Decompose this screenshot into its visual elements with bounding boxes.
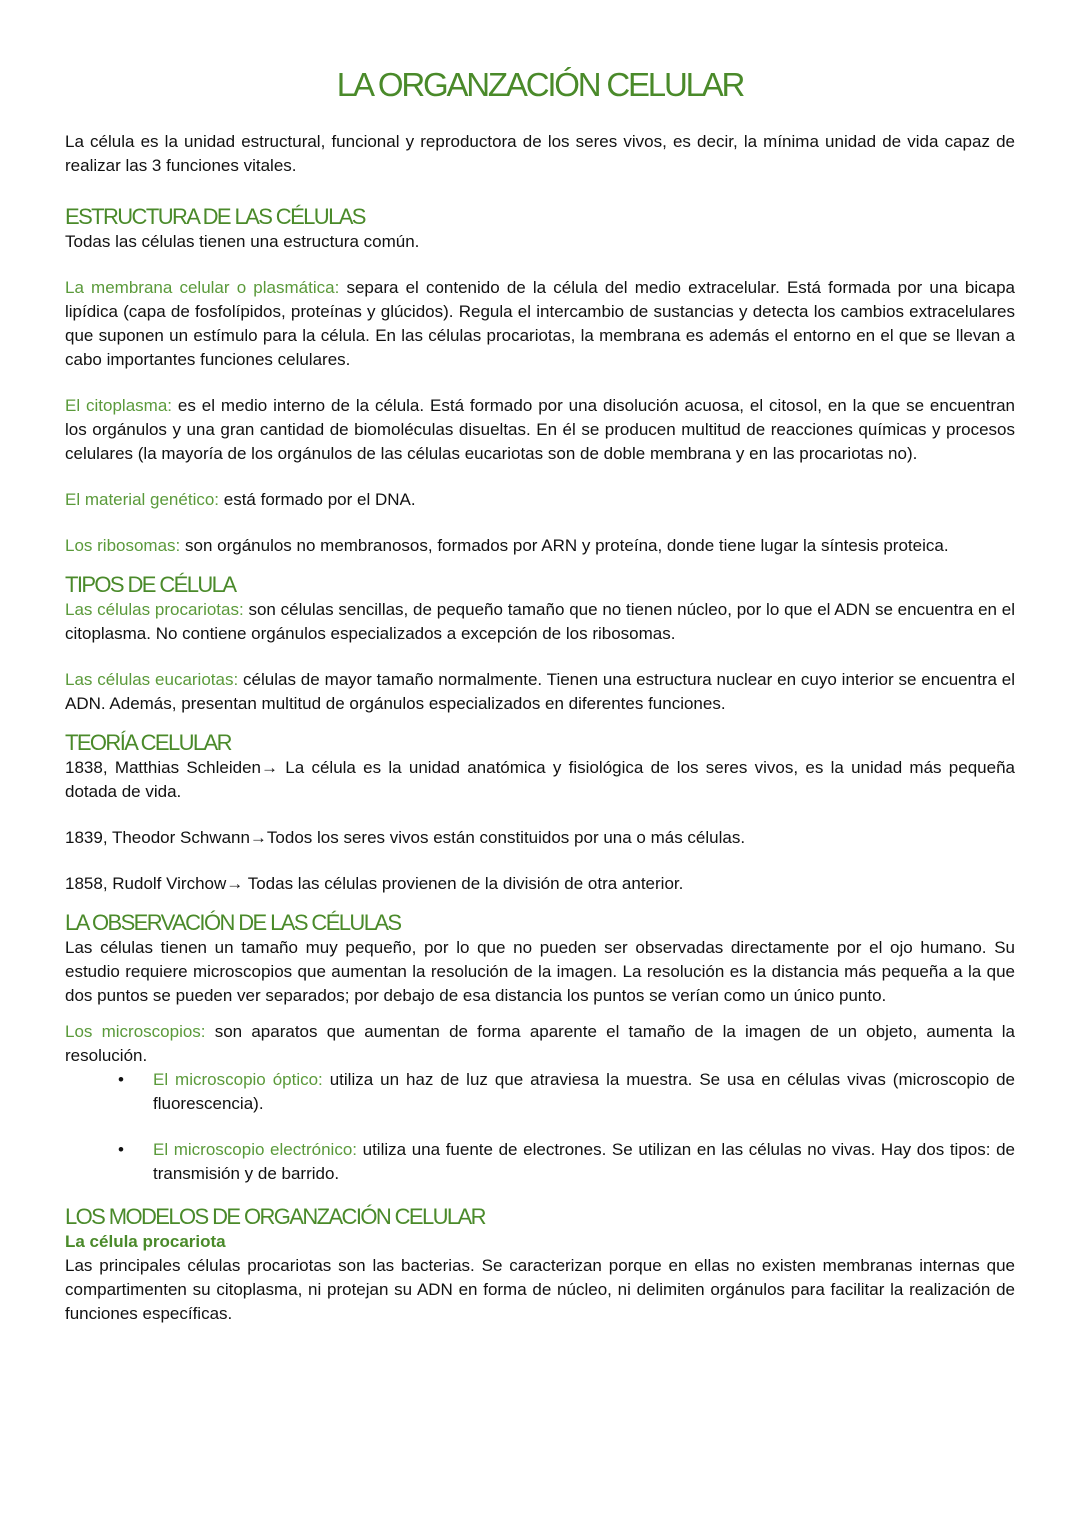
teoria-item: 1839, Theodor Schwann→Todos los seres vivos están constituidos por una o más células. bbox=[65, 828, 746, 847]
text-optico: utiliza un haz de luz que atraviesa la muestra. Se usa en células vivas (microscopio de fluorescencia). bbox=[153, 1070, 1015, 1113]
paragraph-ribosomas bbox=[65, 534, 1015, 558]
heading-observacion: LA OBSERVACIÓN DE LAS CÉLULAS bbox=[65, 910, 401, 935]
text-procariotas: son células sencillas, de pequeño tamaño que no tienen núcleo, por lo que el ADN se encuentra en el citoplasma. No contiene orgánulos especializados a excepción de los ribosomas. bbox=[65, 600, 1015, 643]
text-citoplasma: es el medio interno de la célula. Está formado por una disolución acuosa, el citosol, en la que se encuentran los orgánulos y una gran cantidad de biomoléculas disueltas. En él se producen multitud de reacciones químicas y procesos celulares (la mayoría de los orgánulos de las células eucariotas son de doble membrana y en las procariotas no). bbox=[65, 396, 1015, 463]
microscope-list bbox=[65, 1068, 1015, 1186]
paragraph-citoplasma bbox=[65, 394, 1015, 466]
intro-paragraph: La célula es la unidad estructural, funcional y reproductora de los seres vivos, es decir, la mínima unidad de vida capaz de realizar las 3 funciones vitales. bbox=[65, 132, 1015, 175]
paragraph-procariotas bbox=[65, 598, 1015, 646]
label-membrana: La membrana celular o plasmática: bbox=[65, 278, 340, 297]
text-membrana: separa el contenido de la célula del medio extracelular. Está formada por una bicapa lipídica (capa de fosfolípidos, proteínas y glúcidos). Regula el intercambio de sustancias y detecta los cambios extracelulares que suponen un estímulo para la célula. En las células procariotas, la membrana es además el entorno en el que se llevan a cabo importantes funciones celulares. bbox=[65, 278, 1015, 369]
text-material: está formado por el DNA. bbox=[219, 490, 416, 509]
paragraph-eucariotas bbox=[65, 668, 1015, 716]
label-electronico: El microscopio electrónico: bbox=[153, 1140, 357, 1159]
text-ribosomas: son orgánulos no membranosos, formados por ARN y proteína, donde tiene lugar la síntesis proteica. bbox=[180, 536, 949, 555]
teoria-item: 1838, Matthias Schleiden→ La célula es la unidad anatómica y fisiológica de los seres vivos, es la unidad más pequeña dotada de vida. bbox=[65, 758, 1015, 801]
list-item bbox=[65, 1138, 1015, 1186]
heading-tipos: TIPOS DE CÉLULA bbox=[65, 572, 236, 597]
subheading-procariota: La célula procariota bbox=[65, 1232, 226, 1251]
heading-modelos: LOS MODELOS DE ORGANZACIÓN CELULAR bbox=[65, 1204, 485, 1229]
bullet-icon: • bbox=[118, 1140, 124, 1159]
label-citoplasma: El citoplasma: bbox=[65, 396, 173, 415]
label-optico: El microscopio óptico: bbox=[153, 1070, 323, 1089]
page-title: LA ORGANZACIÓN CELULAR bbox=[336, 66, 744, 103]
document-page bbox=[65, 62, 1015, 1326]
heading-estructura: ESTRUCTURA DE LAS CÉLULAS bbox=[65, 204, 365, 229]
teoria-item: 1858, Rudolf Virchow→ Todas las células provienen de la división de otra anterior. bbox=[65, 874, 684, 893]
paragraph-observacion: Las células tienen un tamaño muy pequeño, por lo que no pueden ser observadas directamente por el ojo humano. Su estudio requiere microscopios que aumentan la resolución de la imagen. La resolución es la distancia más pequeña a la que dos puntos se pueden ver separados; por debajo de esa distancia los puntos se verían como un único punto. bbox=[65, 938, 1015, 1005]
label-ribosomas: Los ribosomas: bbox=[65, 536, 181, 555]
label-eucariotas: Las células eucariotas: bbox=[65, 670, 239, 689]
label-material: El material genético: bbox=[65, 490, 220, 509]
estructura-lead: Todas las células tienen una estructura común. bbox=[65, 232, 420, 251]
text-microscopios: son aparatos que aumentan de forma aparente el tamaño de la imagen de un objeto, aumenta la resolución. bbox=[65, 1022, 1015, 1065]
label-microscopios: Los microscopios: bbox=[65, 1022, 206, 1041]
bullet-icon: • bbox=[118, 1070, 124, 1089]
text-eucariotas: células de mayor tamaño normalmente. Tienen una estructura nuclear en cuyo interior se encuentra el ADN. Además, presentan multitud de orgánulos especializados en diferentes funciones. bbox=[65, 670, 1015, 713]
paragraph-membrana bbox=[65, 276, 1015, 372]
paragraph-material bbox=[65, 488, 1015, 512]
label-procariotas: Las células procariotas: bbox=[65, 600, 244, 619]
paragraph-modelos: Las principales células procariotas son las bacterias. Se caracterizan porque en ellas no existen membranas internas que compartimenten su citoplasma, ni protejan su ADN en forma de núcleo, ni delimiten orgánulos para facilitar la realización de funciones específicas. bbox=[65, 1256, 1015, 1323]
heading-teoria: TEORÍA CELULAR bbox=[65, 730, 231, 755]
text-electronico: utiliza una fuente de electrones. Se utilizan en las células no vivas. Hay dos tipos: de transmisión y de barrido. bbox=[153, 1140, 1015, 1183]
paragraph-microscopios bbox=[65, 1020, 1015, 1068]
list-item bbox=[65, 1068, 1015, 1116]
